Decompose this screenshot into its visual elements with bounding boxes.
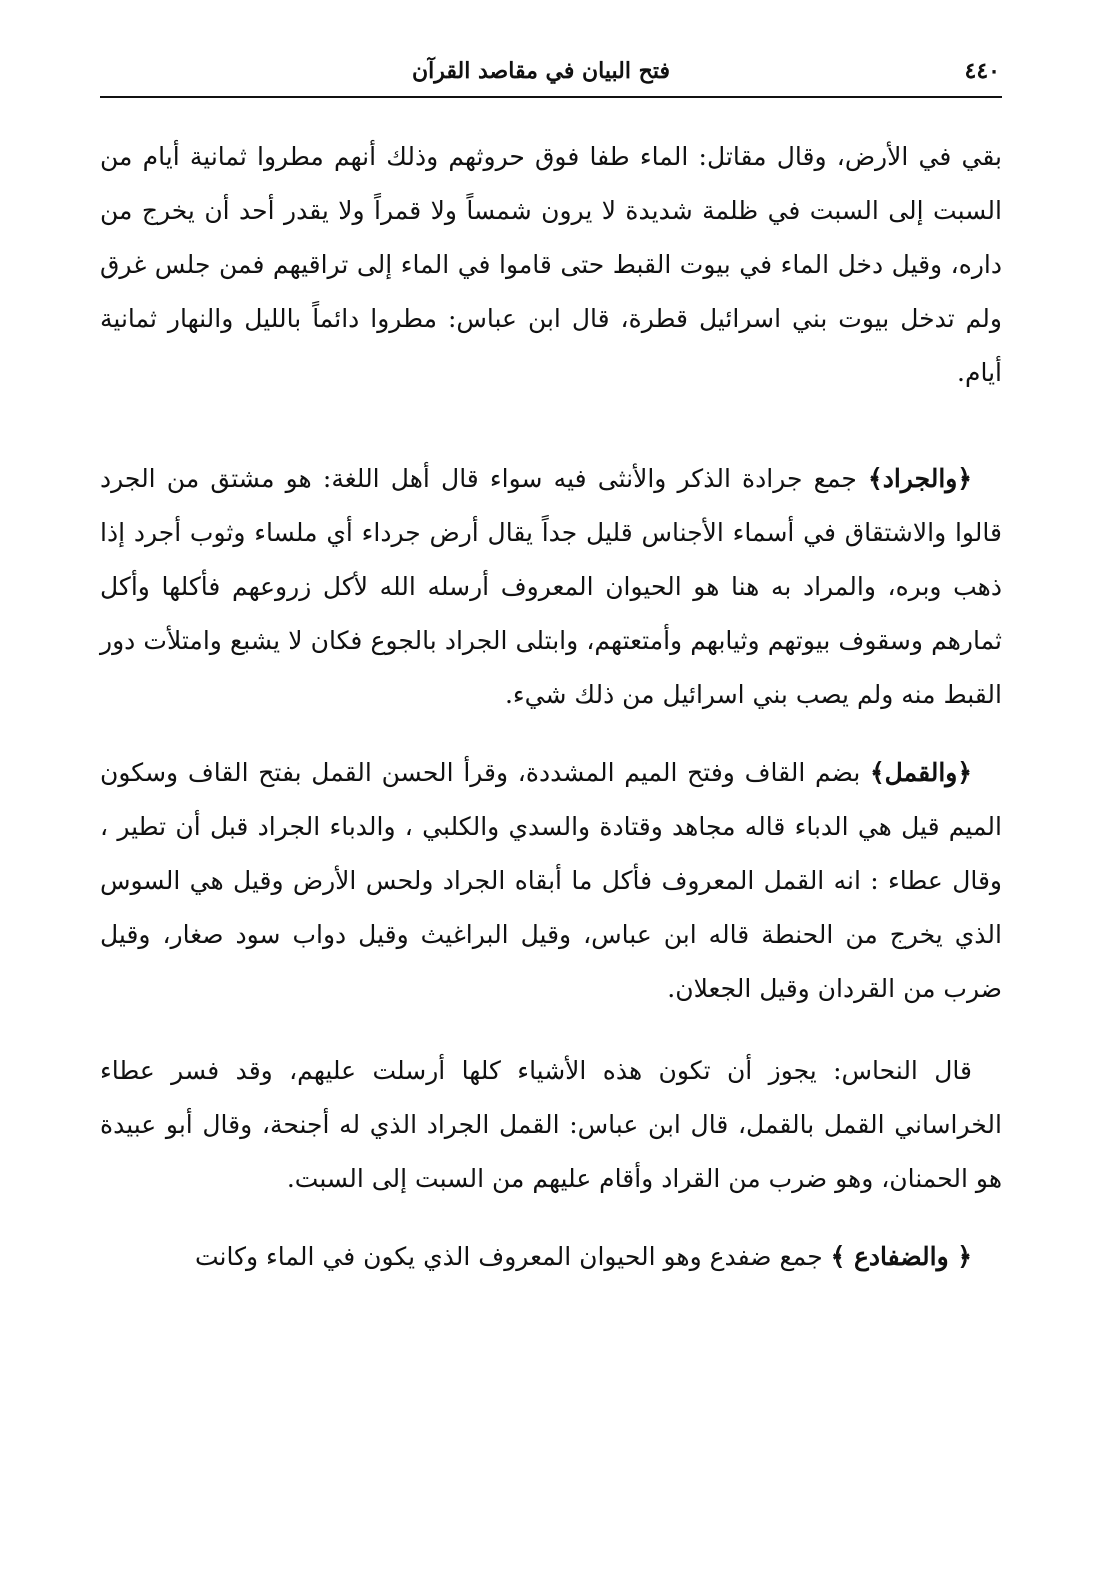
paragraph-spacer [100,1206,1002,1230]
paragraph-text: جمع جرادة الذكر والأنثى فيه سواء قال أهل اللغة: هو مشتق من الجرد قالوا والاشتقاق في أسماء الأجناس قليل جداً يقال أرض جرداء أي ملساء وثوب أجرد إذا ذهب وبره، والمراد به هنا هو الحيوان المعروف أرسله الله لأكل زروعهم فأكلها وأكل ثمارهم وسقوف بيوتهم وثيابهم وأمتعتهم، وابتلى الجراد بالجوع فكان لا يشبع وامتلأت دور القبط منه ولم يصب بني اسرائيل من ذلك شيء. [100,464,1002,709]
paragraph-nahhas [100,1044,1002,1206]
paragraph-spacer [100,400,1002,452]
paragraph-frogs [100,1230,1002,1284]
page-body [100,130,1002,1284]
page-header [100,52,1000,92]
paragraph-text: بقي في الأرض، وقال مقاتل: الماء طفا فوق حروثهم وذلك أنهم مطروا ثمانية أيام من السبت إلى السبت في ظلمة شديدة لا يرون شمساً ولا قمراً ولا يقدر أحد أن يخرج من داره، وقيل دخل الماء في بيوت القبط حتى قاموا في الماء إلى تراقيهم فمن جلس غرق ولم تدخل بيوت بني اسرائيل قطرة، قال ابن عباس: مطروا دائماً بالليل والنهار ثمانية أيام. [100,142,1002,387]
page-number: ٤٤٠ [964,58,1000,84]
paragraph-lice [100,746,1002,1016]
header-rule [100,96,1002,98]
quranic-term: ﴿ والضفادع ﴾ [830,1242,972,1271]
paragraph-text: جمع ضفدع وهو الحيوان المعروف الذي يكون في الماء وكانت [194,1242,831,1271]
quranic-term: ﴿والقمل﴾ [870,758,972,787]
paragraph-text: قال النحاس: يجوز أن تكون هذه الأشياء كلها أرسلت عليهم، وقد فسر عطاء الخراساني القمل بالقمل، قال ابن عباس: القمل الجراد الذي له أجنحة، وقال أبو عبيدة هو الحمنان، وهو ضرب من القراد وأقام عليهم من السبت إلى السبت. [100,1056,1002,1193]
paragraph-text: بضم القاف وفتح الميم المشددة، وقرأ الحسن القمل بفتح القاف وسكون الميم قيل هي الدباء قاله مجاهد وقتادة والسدي والكلبي ، والدباء الجراد قبل أن تطير ، وقال عطاء : انه القمل المعروف فأكل ما أبقاه الجراد ولحس الأرض وقيل هي السوس الذي يخرج من الحنطة قاله ابن عباس، وقيل البراغيث وقيل دواب سود صغار، وقيل ضرب من القردان وقيل الجعلان. [100,758,1002,1003]
paragraph-spacer [100,722,1002,746]
quranic-term: ﴿والجراد﴾ [868,464,972,493]
book-title: فتح البيان في مقاصد القرآن [412,58,670,84]
paragraph-continuation [100,130,1002,400]
paragraph-locusts [100,452,1002,722]
paragraph-spacer [100,1016,1002,1044]
